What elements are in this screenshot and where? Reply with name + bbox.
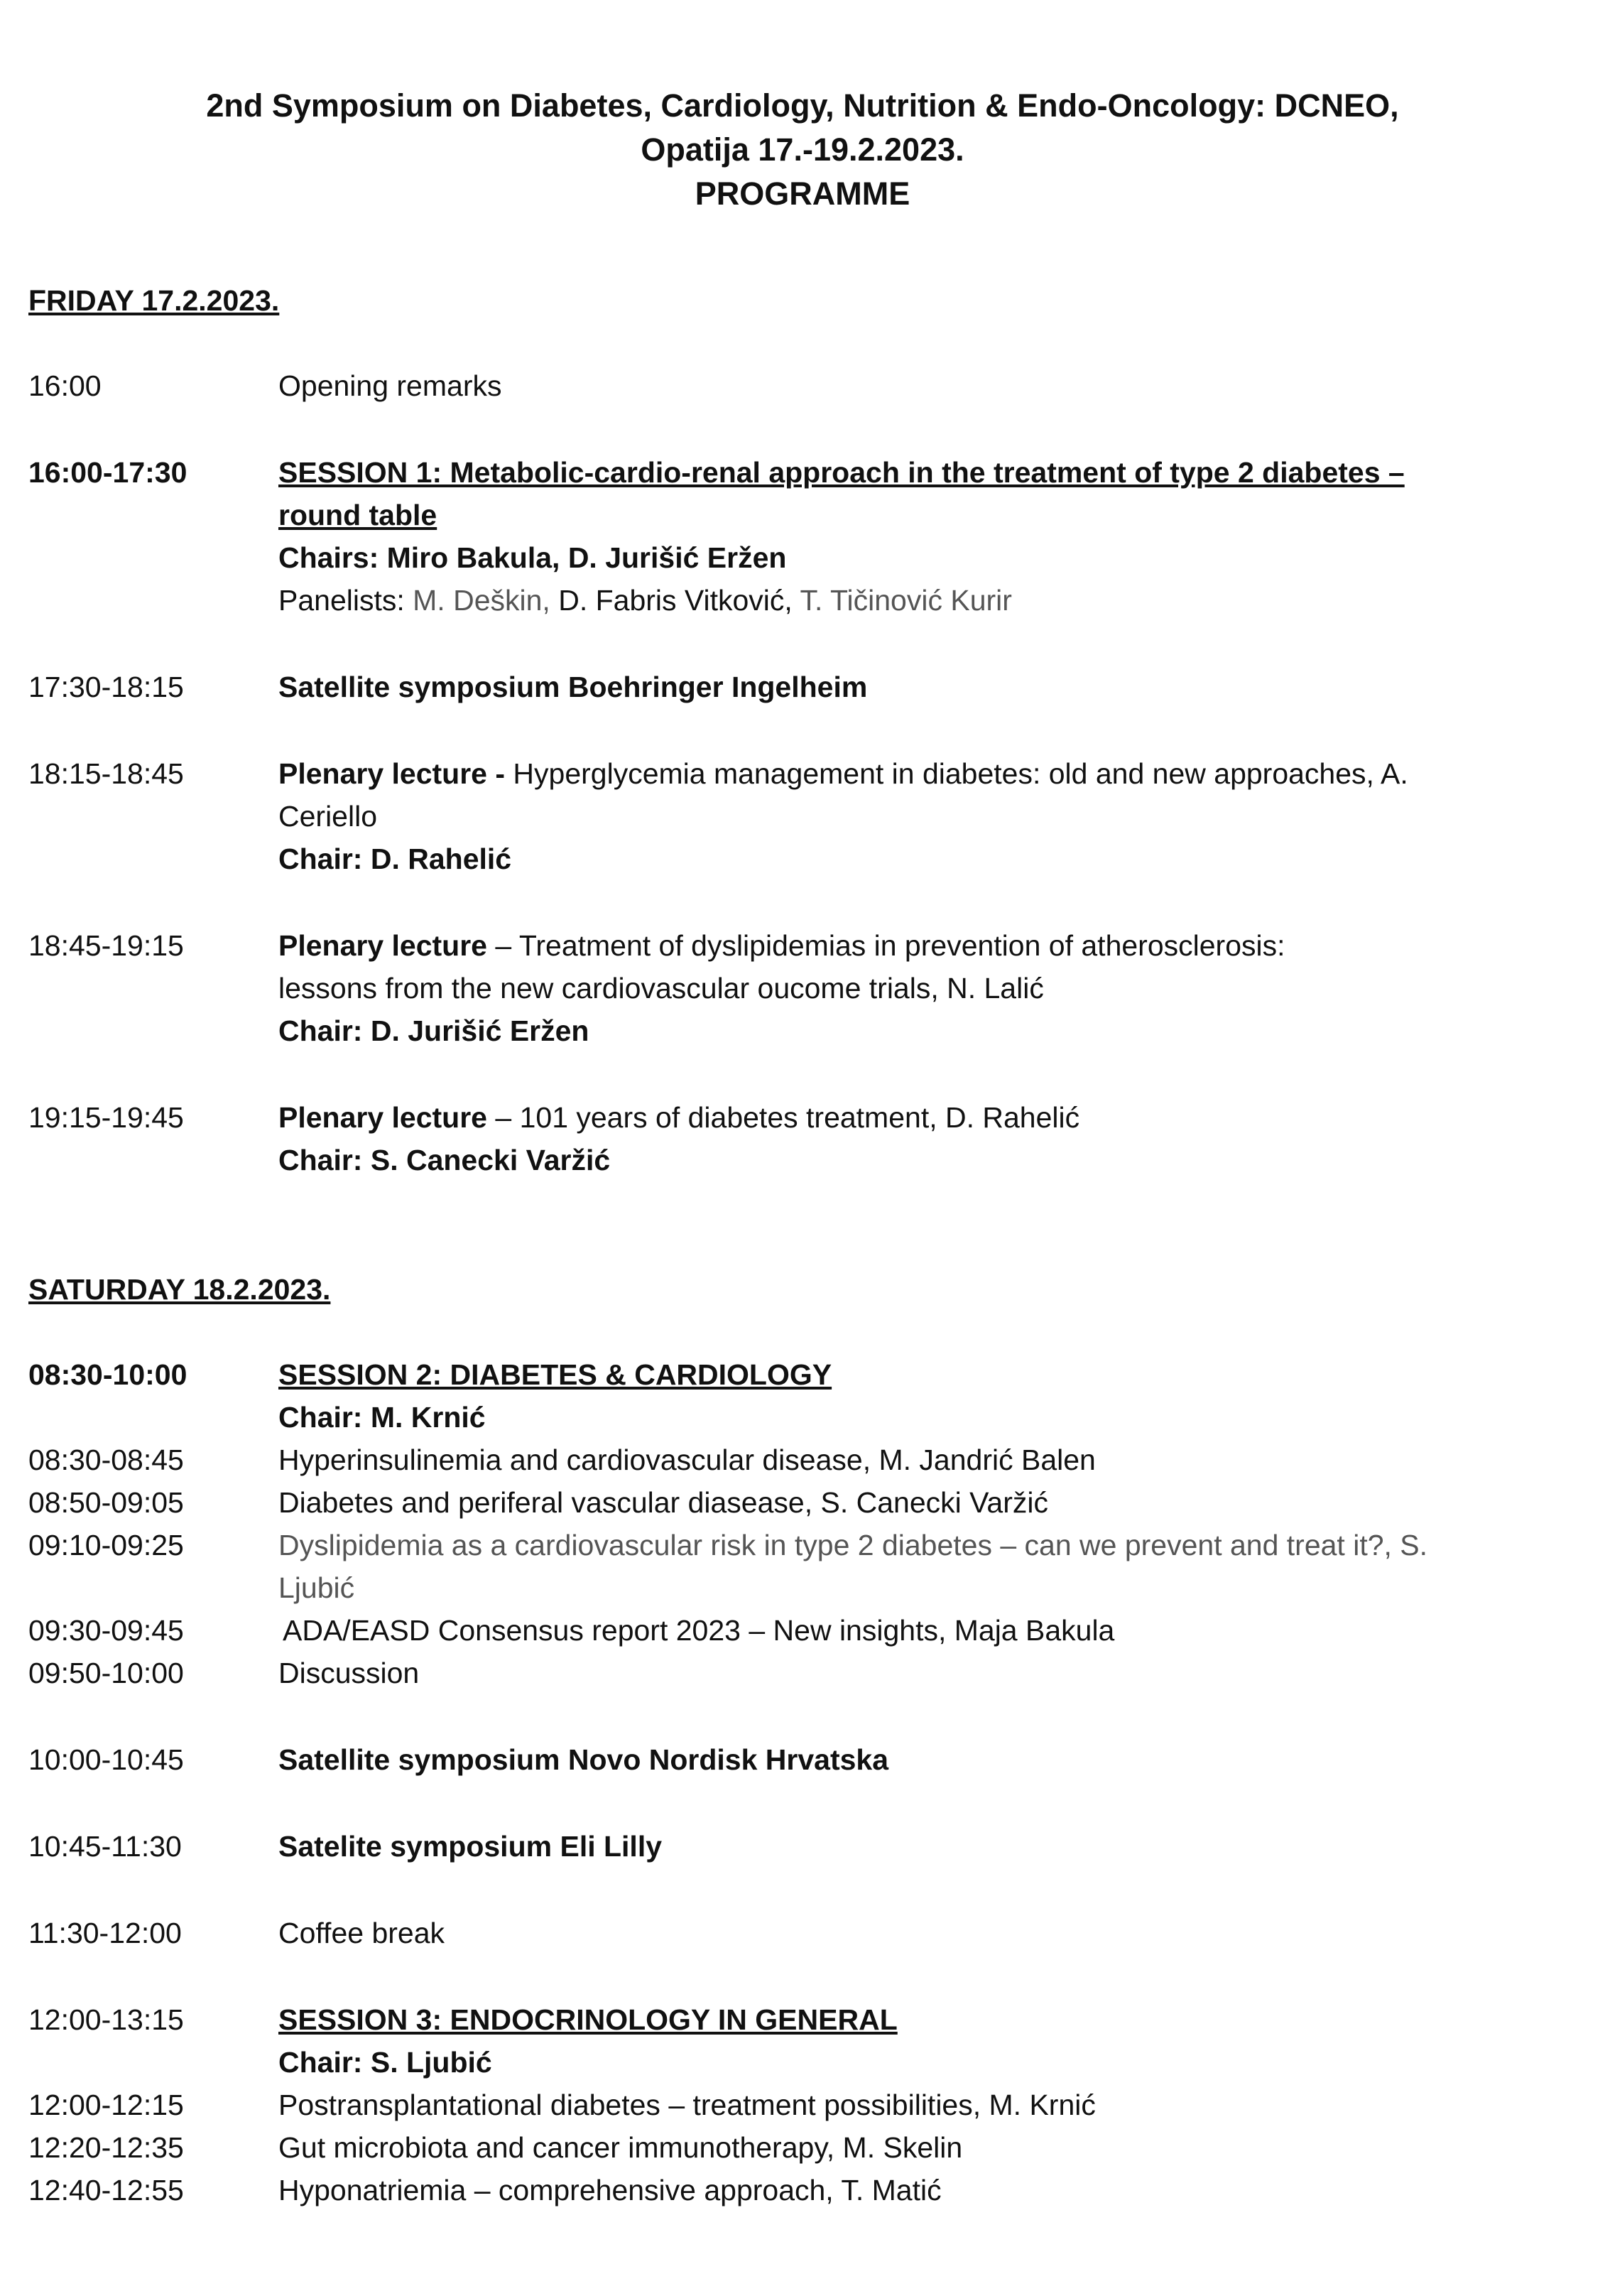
- session2-time: 08:30-10:00: [28, 1358, 187, 1391]
- coffee-text: Coffee break: [278, 1917, 445, 1949]
- plenary3-chair: Chair: S. Canecki Varžić: [278, 1144, 611, 1176]
- session2-talk-5-text: Discussion: [278, 1657, 420, 1689]
- session3-talk-2-text: Gut microbiota and cancer immunotherapy, M. Skelin: [278, 2131, 963, 2164]
- plenary3-line-1: [278, 1096, 1079, 1139]
- plenary3-time: 19:15-19:45: [28, 1101, 184, 1134]
- session3-talk-3-time: 12:40-12:55: [28, 2174, 184, 2206]
- panelists-label: Panelists:: [278, 584, 405, 617]
- session2-talk-3-text: Dyslipidemia as a cardiovascular risk in type 2 diabetes – can we prevent and treat it?, S.: [278, 1529, 1428, 1561]
- plenary3-text: – 101 years of diabetes treatment, D. Rahelić: [487, 1101, 1080, 1134]
- plenary1-line-2: Ceriello: [278, 800, 377, 833]
- session3-talk-1-text: Postransplantational diabetes – treatment possibilities, M. Krnić: [278, 2089, 1096, 2121]
- plenary1-chair: Chair: D. Rahelić: [278, 843, 512, 875]
- panelist-3: T. Tičinović Kurir: [792, 584, 1012, 617]
- session2-talk-2-text: Diabetes and periferal vascular diasease, S. Canecki Varžić: [278, 1486, 1048, 1519]
- plenary1-line-1: [278, 752, 1408, 795]
- plenary1-time: 18:15-18:45: [28, 757, 184, 790]
- document-title: [0, 84, 1605, 216]
- session1-panelists: [278, 579, 1012, 622]
- session2-title: SESSION 2: DIABETES & CARDIOLOGY: [278, 1358, 832, 1391]
- session3-time: 12:00-13:15: [28, 2003, 184, 2036]
- plenary1-text-1: Hyperglycemia management in diabetes: old and new approaches, A.: [505, 757, 1408, 790]
- session2-talk-4-time: 09:30-09:45: [28, 1614, 184, 1647]
- panelist-1: M. Deškin,: [404, 584, 550, 617]
- title-line-3: PROGRAMME: [695, 175, 910, 212]
- satellite2-text: Satellite symposium Novo Nordisk Hrvatska: [278, 1743, 889, 1776]
- session2-talk-2-time: 08:50-09:05: [28, 1486, 184, 1519]
- satellite1-time: 17:30-18:15: [28, 671, 184, 703]
- opening-time: 16:00: [28, 369, 102, 402]
- plenary2-label: Plenary lecture: [278, 929, 487, 962]
- session2-talk-4-text: ADA/EASD Consensus report 2023 – New insights, Maja Bakula: [283, 1614, 1115, 1647]
- session2-talk-3-text-2: Ljubić: [278, 1571, 355, 1604]
- session3-talk-1-time: 12:00-12:15: [28, 2089, 184, 2121]
- plenary1-label: Plenary lecture -: [278, 757, 506, 790]
- plenary2-chair: Chair: D. Jurišić Eržen: [278, 1014, 589, 1047]
- session3-talk-2-time: 12:20-12:35: [28, 2131, 184, 2164]
- session3-chair: Chair: S. Ljubić: [278, 2046, 492, 2079]
- title-line-2: Opatija 17.-19.2.2023.: [641, 131, 964, 168]
- session2-talk-3-time: 09:10-09:25: [28, 1529, 184, 1561]
- plenary2-line-1: [278, 924, 1285, 967]
- plenary2-line-2: lessons from the new cardiovascular oucome trials, N. Lalić: [278, 972, 1044, 1004]
- saturday-heading: SATURDAY 18.2.2023.: [28, 1273, 331, 1306]
- session1-title-line-1: SESSION 1: Metabolic-cardio-renal approach in the treatment of type 2 diabetes –: [278, 456, 1405, 489]
- session1-time: 16:00-17:30: [28, 456, 187, 489]
- title-line-1: 2nd Symposium on Diabetes, Cardiology, Nutrition & Endo-Oncology: DCNEO,: [206, 87, 1399, 124]
- session2-talk-1-text: Hyperinsulinemia and cardiovascular disease, M. Jandrić Balen: [278, 1444, 1096, 1476]
- session2-chair: Chair: M. Krnić: [278, 1401, 486, 1434]
- session1-chairs: Chairs: Miro Bakula, D. Jurišić Eržen: [278, 541, 787, 574]
- session1-title-line-2: round table: [278, 499, 437, 531]
- plenary2-time: 18:45-19:15: [28, 929, 184, 962]
- plenary3-label: Plenary lecture: [278, 1101, 487, 1134]
- satellite2-time: 10:00-10:45: [28, 1743, 184, 1776]
- session3-talk-3-text: Hyponatriemia – comprehensive approach, T. Matić: [278, 2174, 942, 2206]
- satellite3-time: 10:45-11:30: [28, 1830, 182, 1863]
- session2-talk-5-time: 09:50-10:00: [28, 1657, 184, 1689]
- panelist-2: D. Fabris Vitković,: [550, 584, 793, 617]
- coffee-time: 11:30-12:00: [28, 1917, 182, 1949]
- opening-text: Opening remarks: [278, 369, 502, 402]
- friday-heading: FRIDAY 17.2.2023.: [28, 284, 280, 317]
- satellite3-text: Satelite symposium Eli Lilly: [278, 1830, 663, 1863]
- satellite1-text: Satellite symposium Boehringer Ingelheim: [278, 671, 868, 703]
- session2-talk-1-time: 08:30-08:45: [28, 1444, 184, 1476]
- plenary2-text-1: – Treatment of dyslipidemias in prevention of atherosclerosis:: [487, 929, 1285, 962]
- session3-title: SESSION 3: ENDOCRINOLOGY IN GENERAL: [278, 2003, 898, 2036]
